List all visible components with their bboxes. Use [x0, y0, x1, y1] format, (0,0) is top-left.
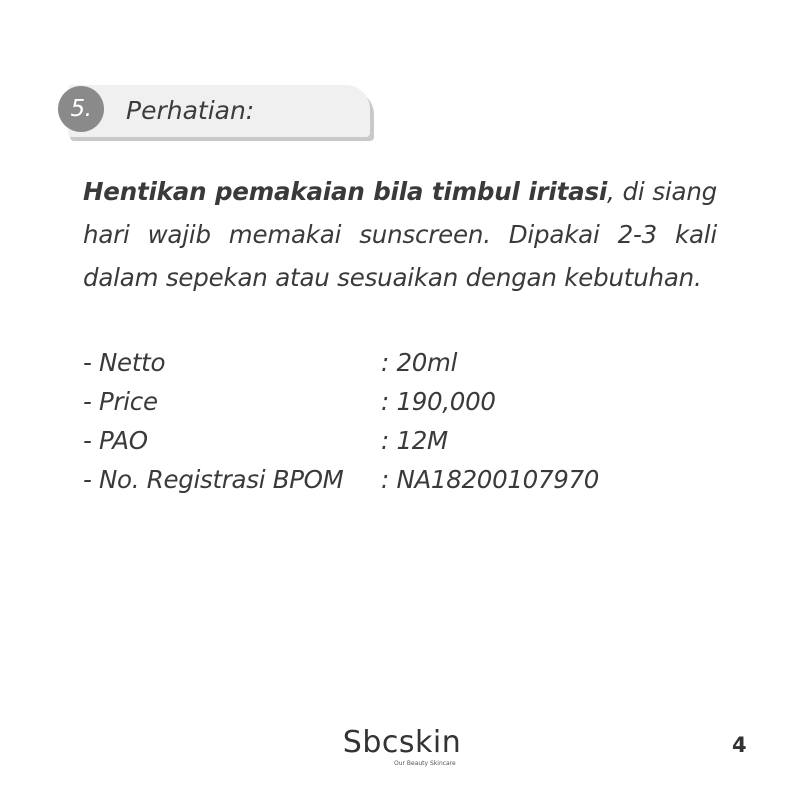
spec-label: - Netto — [83, 348, 166, 377]
warning-paragraph — [83, 170, 717, 299]
spec-value: : NA18200107970 — [381, 465, 600, 494]
spec-value: : 20ml — [381, 348, 458, 377]
brand-tagline: Our Beauty Skincare — [394, 760, 456, 767]
spec-row-netto — [83, 343, 723, 382]
product-specs — [83, 343, 723, 499]
spec-value: : 190,000 — [381, 387, 496, 416]
section-number-badge: 5. — [58, 86, 104, 132]
spec-label: - No. Registrasi BPOM — [83, 465, 344, 494]
spec-label: - PAO — [83, 426, 148, 455]
spec-label: - Price — [83, 387, 158, 416]
brand-logo — [336, 726, 468, 772]
spec-row-bpom — [83, 460, 723, 499]
spec-row-price — [83, 382, 723, 421]
spec-row-pao — [83, 421, 723, 460]
section-header-tab — [58, 83, 374, 141]
page-number: 4 — [732, 733, 747, 757]
brand-name: Sbcskin — [342, 725, 462, 760]
warning-emphasis: Hentikan pemakaian bila timbul iritasi — [83, 177, 608, 206]
section-title: Perhatian: — [126, 96, 255, 125]
warning-text: , di siang hari wajib memakai sunscreen. Dipakai 2-3 kali dalam sepekan atau sesuaikan dengan kebutuhan. — [83, 177, 718, 292]
spec-value: : 12M — [381, 426, 448, 455]
